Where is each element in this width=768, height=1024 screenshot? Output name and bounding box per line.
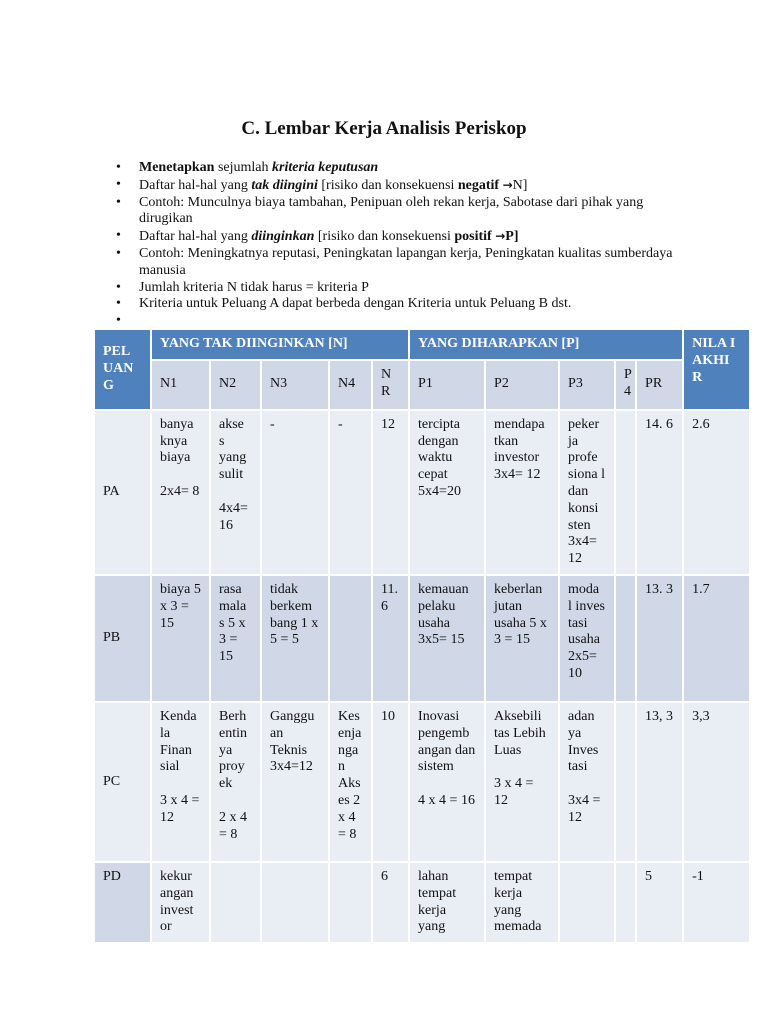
cell-text: Kenda la Finan sial <box>160 708 197 775</box>
subheader-p4: P 4 <box>615 360 636 410</box>
cell-n3: Ganggu an Teknis 3x4=12 <box>261 702 329 862</box>
cell-p3 <box>559 862 615 943</box>
bullet-item <box>98 177 678 195</box>
cell-text: adan ya Inves tasi <box>568 708 599 775</box>
cell-n4: - <box>329 410 372 575</box>
cell-n1: kekur angan invest or <box>151 862 210 943</box>
cell-n2 <box>210 702 261 862</box>
cell-n1: biaya 5 x 3 = 15 <box>151 575 210 702</box>
text: Daftar hal-hal yang <box>139 177 252 193</box>
cell-p4 <box>615 575 636 702</box>
table-row-pb <box>94 575 750 702</box>
cell-n1 <box>151 702 210 862</box>
bullet-item <box>98 228 678 246</box>
cell-text: 2x4= 8 <box>160 483 200 499</box>
bullet-item: • Contoh: Munculnya biaya tambahan, Penipuan oleh rekan kerja, Sabotase dari pihak yang dirugikan <box>98 195 678 229</box>
bullet-item: • Jumlah kriteria N tidak harus = kriteria P <box>98 280 678 297</box>
subheader-p2: P2 <box>485 360 559 410</box>
cell-p1 <box>409 702 485 862</box>
subheader-pr: PR <box>636 360 683 410</box>
subheader-p1: P1 <box>409 360 485 410</box>
cell-p3: moda l inves tasi usaha 2x5= 10 <box>559 575 615 702</box>
cell-p4 <box>615 862 636 943</box>
cell-p3 <box>559 702 615 862</box>
cell-nilai: 2.6 <box>683 410 750 575</box>
cell-n3: tidak berkem bang 1 x 5 = 5 <box>261 575 329 702</box>
cell-pr: 13, 3 <box>636 702 683 862</box>
cell-nr: 11. 6 <box>372 575 409 702</box>
cell-p1: kemauan pelaku usaha 3x5= 15 <box>409 575 485 702</box>
arrow-right-icon: → <box>502 177 513 192</box>
text: [risiko dan konsekuensi <box>317 177 458 193</box>
bold-text: positif <box>454 229 492 245</box>
arrow-right-icon: → <box>495 229 506 244</box>
cell-text: Berh entin ya proy ek <box>219 708 247 792</box>
cell-pr: 5 <box>636 862 683 943</box>
cell-p1: lahan tempat kerja yang <box>409 862 485 943</box>
text: [risiko dan konsekuensi <box>314 229 455 245</box>
header-nilai-akhir: NILA I AKHI R <box>683 329 750 410</box>
table-row-pc <box>94 702 750 862</box>
cell-text: akse s yang sulit <box>219 416 247 483</box>
bullet-item: • Kriteria untuk Peluang A dapat berbeda dengan Kriteria untuk Peluang B dst. <box>98 296 678 313</box>
subheader-n1: N1 <box>151 360 210 410</box>
row-label: PC <box>94 702 151 862</box>
cell-p4 <box>615 702 636 862</box>
bold-text: Menetapkan <box>139 160 215 175</box>
cell-text: 3 x 4 = 12 <box>494 776 534 808</box>
cell-text: banya knya biaya <box>160 416 194 466</box>
row-label: PA <box>94 410 151 575</box>
table-row-pa <box>94 410 750 575</box>
bullet-item: • Contoh: Meningkatnya reputasi, Peningkatan lapangan kerja, Peningkatan kualitas sumberdaya manusia <box>98 246 678 280</box>
cell-n3: - <box>261 410 329 575</box>
cell-text: 2 x 4 = 8 <box>219 809 247 842</box>
cell-n2 <box>210 862 261 943</box>
cell-text: 3 x 4 = 12 <box>160 792 200 825</box>
subheader-n3: N3 <box>261 360 329 410</box>
cell-text: Aksebili tas Lebih Luas <box>494 708 546 758</box>
cell-n4 <box>329 575 372 702</box>
cell-pr: 13. 3 <box>636 575 683 702</box>
row-label: PD <box>94 862 151 943</box>
cell-nr: 12 <box>372 410 409 575</box>
cell-n2: rasa mala s 5 x 3 = 15 <box>210 575 261 702</box>
subheader-p3: P3 <box>559 360 615 410</box>
cell-p2: keberlan jutan usaha 5 x 3 = 15 <box>485 575 559 702</box>
cell-nr: 6 <box>372 862 409 943</box>
cell-text: 4x4= 16 <box>219 500 248 533</box>
cell-nilai: 1.7 <box>683 575 750 702</box>
cell-nilai: -1 <box>683 862 750 943</box>
cell-text: 4 x 4 = 16 <box>418 792 475 808</box>
row-label: PB <box>94 575 151 702</box>
text: Daftar hal-hal yang <box>139 229 252 245</box>
text: N] <box>512 177 528 193</box>
cell-n1 <box>151 410 210 575</box>
bold-text: P] <box>505 229 519 245</box>
subheader-nr: N R <box>372 360 409 410</box>
cell-n4: Kes enja nga n Aks es 2 x 4 = 8 <box>329 702 372 862</box>
page-title: C. Lembar Kerja Analisis Periskop <box>241 118 527 139</box>
bullet-item <box>98 160 678 177</box>
cell-p4 <box>615 410 636 575</box>
subheader-n2: N2 <box>210 360 261 410</box>
cell-text: 3x4 = 12 <box>568 792 601 825</box>
table-row-pd <box>94 862 750 943</box>
periskop-table <box>93 328 751 944</box>
header-tak-diinginkan: YANG TAK DIINGINKAN [N] <box>151 329 409 360</box>
cell-n4 <box>329 862 372 943</box>
cell-p2: mendapa tkan investor 3x4= 12 <box>485 410 559 575</box>
criteria-bullet-list <box>98 160 678 330</box>
bold-text: negatif <box>457 177 500 193</box>
cell-n2 <box>210 410 261 575</box>
cell-p2 <box>485 702 559 862</box>
cell-text: Inovasi pengemb angan dan sistem <box>418 708 476 775</box>
bold-italic-text: tak diingini <box>251 177 318 193</box>
text: sejumlah <box>214 160 272 175</box>
cell-p2: tempat kerja yang memada <box>485 862 559 943</box>
bold-italic-text: diinginkan <box>251 229 315 245</box>
cell-p3: peker ja profe siona l dan konsi sten 3x4= 12 <box>559 410 615 575</box>
header-diharapkan: YANG DIHARAPKAN [P] <box>409 329 683 360</box>
subheader-n4: N4 <box>329 360 372 410</box>
cell-n3 <box>261 862 329 943</box>
bold-italic-text: kriteria keputusan <box>272 160 379 175</box>
cell-nr: 10 <box>372 702 409 862</box>
cell-p1: tercipta dengan waktu cepat 5x4=20 <box>409 410 485 575</box>
cell-pr: 14. 6 <box>636 410 683 575</box>
cell-nilai: 3,3 <box>683 702 750 862</box>
header-peluang: PEL UAN G <box>94 329 151 410</box>
